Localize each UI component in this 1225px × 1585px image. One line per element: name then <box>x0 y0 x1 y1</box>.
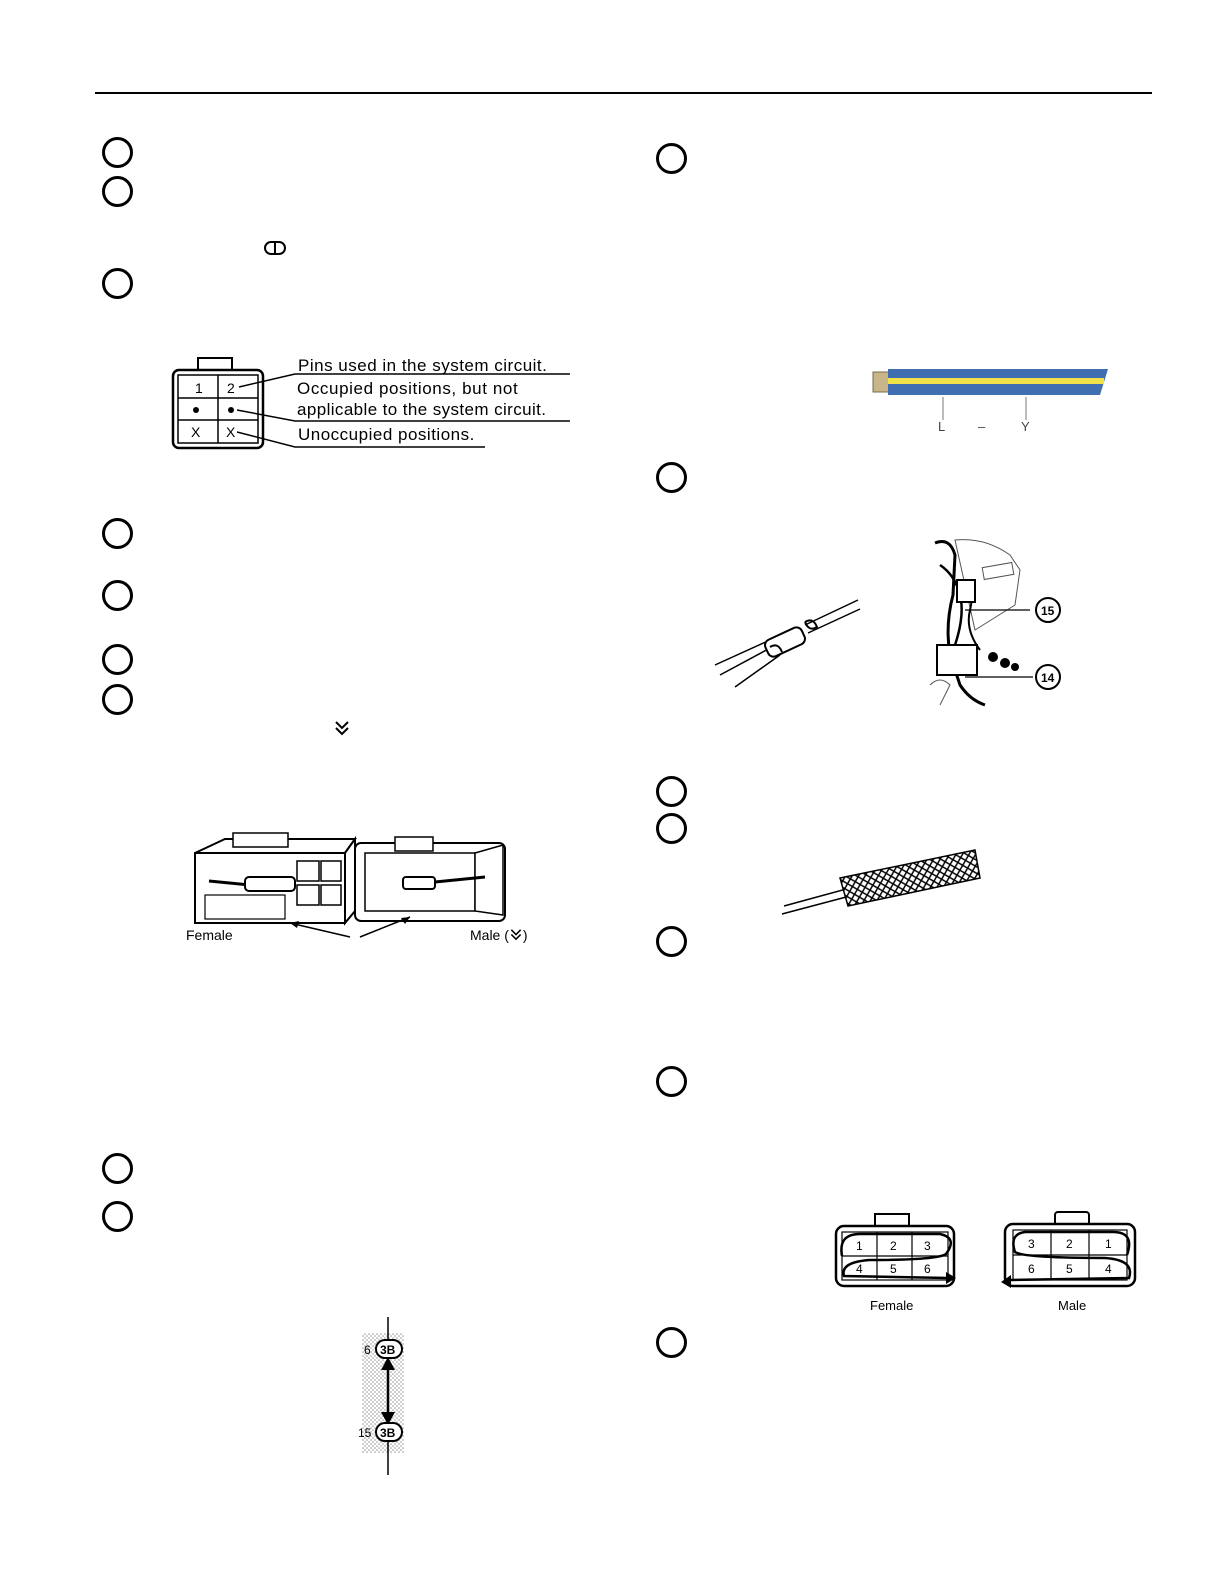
marker-circle <box>102 176 133 207</box>
marker-circle <box>656 813 687 844</box>
male-terminal-icon <box>333 720 351 736</box>
marker-circle <box>656 926 687 957</box>
junction-connector-diagram <box>350 1315 430 1480</box>
wire-splice-illustration <box>710 595 870 690</box>
male-terminal-close: ) <box>522 927 528 943</box>
wire-color-base: L <box>938 419 946 434</box>
legend-occupied-line1: Occupied positions, but not <box>297 379 519 398</box>
legend-occupied-line2: applicable to the system circuit. <box>297 400 547 419</box>
female-pin: 1 <box>856 1239 863 1253</box>
male-terminal-icon <box>509 928 523 941</box>
female-pin: 5 <box>890 1262 897 1276</box>
male-pin: 2 <box>1066 1237 1073 1251</box>
connector-symbol-icon <box>263 240 287 256</box>
marker-circle <box>656 1327 687 1358</box>
marker-circle <box>656 776 687 807</box>
ground-callout-14: 14 <box>1041 671 1055 685</box>
marker-circle <box>102 268 133 299</box>
header-rule <box>95 92 1152 94</box>
male-pin: 6 <box>1028 1262 1035 1276</box>
male-pin: 3 <box>1028 1237 1035 1251</box>
female-terminal-label: Female <box>186 927 233 943</box>
ground-callout-15: 15 <box>1041 604 1055 618</box>
marker-circle <box>102 518 133 549</box>
pin-order-male-label: Male <box>1058 1298 1087 1313</box>
unoccupied-x-label: X <box>226 424 236 440</box>
male-terminal-label <box>470 927 528 943</box>
junction-bottom-pin: 15 <box>358 1426 372 1440</box>
junction-top-pin: 6 <box>364 1343 371 1357</box>
marker-circle <box>102 1201 133 1232</box>
wire-color-illustration <box>868 365 1118 435</box>
female-pin-order-diagram <box>830 1212 965 1290</box>
female-pin: 3 <box>924 1239 931 1253</box>
legend-unoccupied: Unoccupied positions. <box>298 425 475 444</box>
male-pin: 4 <box>1105 1262 1112 1276</box>
male-pin: 1 <box>1105 1237 1112 1251</box>
legend-pins-used: Pins used in the system circuit. <box>298 356 548 375</box>
marker-circle <box>656 143 687 174</box>
marker-circle <box>656 462 687 493</box>
marker-circle <box>102 684 133 715</box>
wire-color-stripe: Y <box>1021 419 1030 434</box>
marker-circle <box>656 1066 687 1097</box>
marker-circle <box>102 644 133 675</box>
female-pin: 2 <box>890 1239 897 1253</box>
marker-circle <box>102 1153 133 1184</box>
ground-point-illustration <box>925 535 1075 710</box>
shielded-wire-illustration <box>780 848 985 920</box>
pin-2-label: 2 <box>227 380 235 396</box>
wire-color-dash: – <box>978 419 986 434</box>
male-pin-order-diagram <box>995 1210 1145 1292</box>
male-terminal-text: Male ( <box>470 927 509 943</box>
marker-circle <box>102 580 133 611</box>
junction-bottom-code: 3B <box>380 1426 396 1440</box>
junction-top-code: 3B <box>380 1343 396 1357</box>
unoccupied-x-label: X <box>191 424 201 440</box>
pin-1-label: 1 <box>195 380 203 396</box>
female-pin: 6 <box>924 1262 931 1276</box>
pin-order-female-label: Female <box>870 1298 914 1313</box>
female-pin: 4 <box>856 1262 863 1276</box>
male-pin: 5 <box>1066 1262 1073 1276</box>
marker-circle <box>102 137 133 168</box>
